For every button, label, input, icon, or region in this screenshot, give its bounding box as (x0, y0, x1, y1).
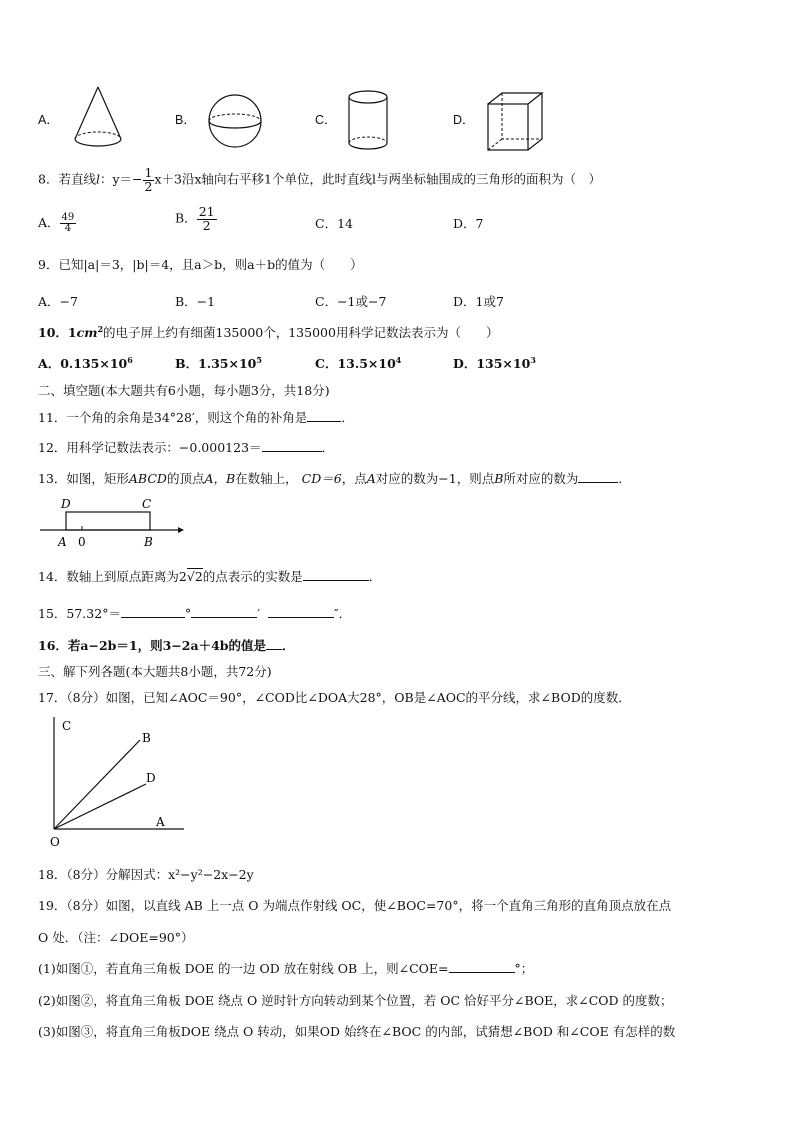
q8-option-a-den: 4 (64, 223, 72, 234)
q8-option-b-num: 21 (198, 204, 215, 219)
q8-rest: 沿x轴向右平移1个单位，此时直线l与两坐标轴围成的三角形的面积为（ ） (181, 171, 601, 187)
q8-option-b-label: B． (175, 210, 197, 226)
q15-minute-blank[interactable] (191, 605, 257, 618)
q16 (38, 636, 295, 654)
q8-expr-l: l (95, 171, 100, 187)
q14-radicand: 2 (194, 569, 203, 584)
q13-a: A (366, 471, 376, 486)
q17-label-d: D (146, 771, 156, 785)
q11 (38, 408, 354, 426)
q17-label-o: O (50, 835, 60, 849)
q10-option-d-exp: 3 (530, 354, 536, 365)
q10-option-b-base: B．1.35×10 (175, 356, 257, 371)
q10-option-d (453, 354, 536, 372)
q13-text-b: 的顶点 (166, 471, 205, 486)
q13-label-a: A (58, 535, 67, 549)
q19-line-1: 19．（8分）如图，以直线 AB 上一点 O 为端点作射线 OC，使∠BOC=70°，将一个直角三角形的直角顶点放在点 (38, 898, 672, 913)
q10-stem-a: 10．1 (38, 325, 77, 340)
q9-option-c: C．−1或−7 (315, 294, 387, 309)
cylinder-icon (345, 88, 391, 154)
q9-stem: 9．已知|a|＝3，|b|＝4，且a＞b，则a＋b的值为（ ） (38, 257, 363, 272)
q13-label-b: B (144, 535, 153, 549)
q19-part-3: (3)如图③，将直角三角板DOE 绕点 O 转动，如果OD 始终在∠BOC 的内部，试猜想∠BOD 和∠COE 有怎样的数 (38, 1024, 676, 1039)
q13-abcd: ABCD (128, 471, 167, 486)
q8-frac-num: 1 (144, 165, 153, 180)
q8-prefix: 8．若直线 (38, 171, 96, 187)
q10-option-a (38, 354, 133, 372)
q13-b: B (494, 471, 504, 486)
section-2-heading: 二、填空题(本大题共有6小题，每小题3分，共18分) (38, 383, 330, 398)
cube-icon (485, 90, 547, 154)
q16-text: 16．若a−2b＝1，则3−2a＋4b的值是 (38, 638, 267, 653)
q8-expr-b: ：y＝− (99, 171, 143, 187)
q14-radical: √2 (186, 569, 203, 584)
q14-end: ． (368, 569, 382, 584)
q12-text: 12．用科学记数法表示：−0.000123＝ (38, 440, 262, 455)
q10-option-c-base: C．13.5×10 (315, 356, 396, 371)
q13-label-c: C (142, 497, 152, 511)
q13-text-c: 在数轴上， (235, 471, 298, 486)
q13-label-zero: 0 (78, 535, 86, 549)
q12-end: ． (321, 440, 335, 455)
q14-answer-blank[interactable] (303, 568, 369, 581)
q12-answer-blank[interactable] (262, 439, 322, 452)
q8-option-a-frac (60, 213, 77, 234)
q17-label-c: C (62, 719, 72, 733)
q15-degree-blank[interactable] (121, 605, 185, 618)
q16-answer-blank[interactable] (266, 637, 282, 650)
q13-answer-blank[interactable] (578, 470, 618, 483)
q10-option-c-exp: 4 (395, 354, 402, 365)
q19-part-1-text: (1)如图①，若直角三角板 DOE 的一边 OD 放在射线 OB 上，则∠COE= (38, 961, 449, 976)
q12 (38, 438, 334, 456)
q19-part-1-end: °； (514, 961, 534, 976)
q8-option-b-den: 2 (202, 217, 211, 233)
q13-number-line-figure (38, 494, 186, 550)
q8-option-a-num: 49 (61, 212, 75, 223)
q17-angle-figure (44, 712, 194, 852)
q13-stem (38, 469, 631, 487)
q15-text: 15．57.32°＝ (38, 606, 121, 621)
q14-text-a: 14．数轴上到原点距离为 (38, 569, 179, 584)
q8-frac-den: 2 (144, 178, 153, 194)
q13-text-d: ，点 (341, 471, 367, 486)
q10-option-b-exp: 5 (256, 354, 262, 365)
q9-option-d: D．1或7 (453, 294, 504, 309)
q8-option-a (38, 213, 76, 234)
q13-text-e: 对应的数为−1，则点 (375, 471, 495, 486)
q15 (38, 604, 351, 622)
q15-end: ． (338, 606, 352, 621)
q8-option-c: C．14 (315, 216, 353, 231)
q10-option-c (315, 354, 401, 372)
section-3-heading: 三、解下列各题(本大题共8小题，共72分) (38, 664, 272, 679)
q17-label-a: A (156, 815, 165, 829)
q13-ab: A，B (204, 471, 236, 486)
q15-second-blank[interactable] (268, 605, 334, 618)
q7-option-d-label: D． (453, 113, 475, 127)
q13-end: ． (618, 471, 631, 486)
q8-option-d: D．7 (453, 216, 484, 231)
q10-option-a-exp: 6 (127, 354, 133, 365)
q11-text: 11．一个角的余角是34°28′，则这个角的补角是 (38, 410, 308, 425)
q10-option-b (175, 354, 262, 372)
q13-cd: CD＝6 (301, 471, 342, 486)
q8-stem (38, 167, 601, 193)
q10-option-d-base: D．135×10 (453, 356, 531, 371)
q15-sec: ″ (334, 606, 339, 621)
cone-icon (70, 84, 126, 154)
q17-label-b: B (142, 731, 151, 745)
q8-fraction (143, 167, 155, 193)
q14-coef: 2 (178, 569, 187, 584)
q10-stem-b: 的电子屏上约有细菌135000个，135000用科学记数法表示为（ ） (103, 325, 499, 340)
q9-option-b: B．−1 (175, 294, 216, 309)
q11-answer-blank[interactable] (307, 409, 341, 422)
q15-deg: ° (184, 606, 192, 621)
q17-stem: 17．（8分）如图，已知∠AOC＝90°，∠COD比∠DOA大28°，OB是∠AOC的平分线，求∠BOD的度数． (38, 690, 631, 705)
q9-option-a: A．−7 (38, 294, 78, 309)
q19-line-2: O 处．（注：∠DOE=90°） (38, 930, 194, 945)
q11-end: ． (341, 410, 354, 425)
q13-label-d: D (61, 497, 71, 511)
sphere-icon (207, 93, 263, 149)
q10-unit: cm (76, 325, 98, 340)
q8-option-b-frac (197, 206, 217, 232)
q18: 18．（8分）分解因式：x²−y²−2x−2y (38, 867, 254, 882)
q10-unit-sup: 2 (97, 323, 104, 334)
q19-part-2: (2)如图②，将直角三角板 DOE 绕点 O 逆时针方向转动到某个位置，若 OC 恰好平分∠BOE，求∠COD 的度数； (38, 993, 673, 1008)
q8-option-b (175, 206, 217, 232)
q19-part-1 (38, 959, 533, 977)
q8-option-a-label: A． (38, 215, 60, 230)
q10-stem (38, 323, 498, 341)
q14-text-b: 的点表示的实数是 (202, 569, 303, 584)
q8-expr-c: x＋3 (154, 171, 182, 187)
q13-text-a: 13．如图，矩形 (38, 471, 129, 486)
q10-option-a-base: A．0.135×10 (38, 356, 128, 371)
q15-min: ′ (257, 606, 261, 621)
q7-option-c-label: C． (315, 113, 337, 127)
q7-option-a-label: A． (38, 113, 59, 127)
q7-option-b-label: B． (175, 113, 196, 127)
q19-part-1-blank[interactable] (449, 960, 515, 973)
q16-end: ． (282, 638, 295, 653)
q14 (38, 567, 381, 585)
q13-text-f: 所对应的数为 (503, 471, 579, 486)
